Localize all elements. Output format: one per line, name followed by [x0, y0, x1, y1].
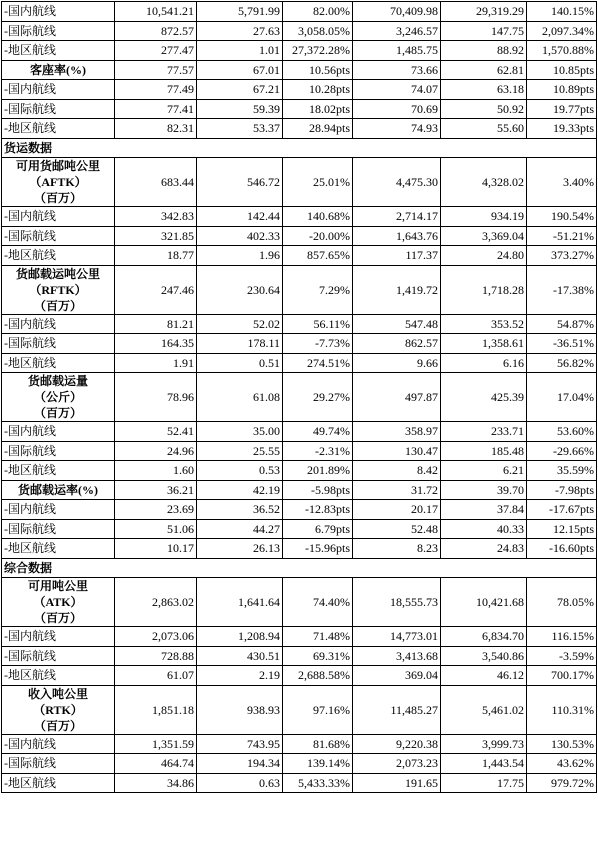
value-cell-c4: 70.69 [353, 99, 441, 119]
value-cell-c3: 7.29% [283, 265, 353, 314]
value-cell-c2: 743.95 [197, 734, 283, 754]
route-label: -地区航线 [2, 119, 115, 139]
value-cell-c4: 3,413.68 [353, 646, 441, 666]
value-cell-c2: 26.13 [197, 539, 283, 559]
value-cell-c6: 43.62% [527, 754, 597, 774]
value-cell-c5: 5,461.02 [441, 685, 527, 734]
route-label: -地区航线 [2, 773, 115, 793]
value-cell-c1: 77.49 [115, 80, 197, 100]
value-cell-c3: 6.79pts [283, 519, 353, 539]
value-cell-c5: 4,328.02 [441, 158, 527, 207]
value-cell-c1: 277.47 [115, 41, 197, 61]
metric-label-line: （公斤） [33, 390, 82, 404]
value-cell-c2: 67.01 [197, 60, 283, 80]
value-cell-c3: -5.98pts [283, 480, 353, 500]
value-cell-c1: 2,863.02 [115, 578, 197, 627]
value-cell-c1: 52.41 [115, 422, 197, 442]
metric-label-line: （百万） [33, 611, 82, 625]
value-cell-c5: 233.71 [441, 422, 527, 442]
value-cell-c4: 11,485.27 [353, 685, 441, 734]
value-cell-c4: 2,714.17 [353, 207, 441, 227]
value-cell-c3: 25.01% [283, 158, 353, 207]
value-cell-c6: 140.15% [527, 2, 597, 22]
metric-label-line: （RTK） [33, 702, 83, 717]
route-row [2, 334, 597, 354]
value-cell-c3: -15.96pts [283, 539, 353, 559]
route-label: -国际航线 [2, 441, 115, 461]
route-label: -国际航线 [2, 226, 115, 246]
route-label: -国内航线 [2, 734, 115, 754]
route-label: -国内航线 [2, 207, 115, 227]
value-cell-c5: 62.81 [441, 60, 527, 80]
value-cell-c3: 49.74% [283, 422, 353, 442]
value-cell-c2: 1,208.94 [197, 627, 283, 647]
metric-label-line: 货邮载运吨公里 [15, 266, 100, 281]
value-cell-c1: 728.88 [115, 646, 197, 666]
value-cell-c1: 34.86 [115, 773, 197, 793]
route-row [2, 500, 597, 520]
value-cell-c2: 35.00 [197, 422, 283, 442]
section-header-row [2, 558, 597, 578]
value-cell-c3: 71.48% [283, 627, 353, 647]
value-cell-c5: 37.84 [441, 500, 527, 520]
metric-label-line: 可用货邮吨公里 [15, 159, 100, 173]
value-cell-c6: -17.67pts [527, 500, 597, 520]
value-cell-c1: 78.96 [115, 373, 197, 422]
value-cell-c6: 116.15% [527, 627, 597, 647]
section-title: 货运数据 [2, 138, 597, 158]
route-row [2, 21, 597, 41]
metric-label-line: （百万） [33, 406, 82, 420]
value-cell-c5: 934.19 [441, 207, 527, 227]
route-label: -国内航线 [2, 314, 115, 334]
value-cell-c1: 321.85 [115, 226, 197, 246]
value-cell-c4: 8.23 [353, 539, 441, 559]
metric-row [2, 480, 597, 500]
route-row [2, 119, 597, 139]
metric-label-line: （百万） [33, 191, 82, 205]
value-cell-c6: 12.15pts [527, 519, 597, 539]
value-cell-c5: 63.18 [441, 80, 527, 100]
route-row [2, 314, 597, 334]
value-cell-c2: 61.08 [197, 373, 283, 422]
metric-label [2, 158, 115, 207]
value-cell-c1: 342.83 [115, 207, 197, 227]
value-cell-c2: 230.64 [197, 265, 283, 314]
route-row [2, 422, 597, 442]
value-cell-c3: -12.83pts [283, 500, 353, 520]
metric-label-line: （ATK） [33, 595, 83, 609]
value-cell-c3: -7.73% [283, 334, 353, 354]
route-row [2, 246, 597, 266]
value-cell-c2: 44.27 [197, 519, 283, 539]
route-row [2, 519, 597, 539]
value-cell-c1: 77.57 [115, 60, 197, 80]
value-cell-c6: -7.98pts [527, 480, 597, 500]
value-cell-c2: 53.37 [197, 119, 283, 139]
value-cell-c1: 164.35 [115, 334, 197, 354]
value-cell-c1: 464.74 [115, 754, 197, 774]
value-cell-c4: 14,773.01 [353, 627, 441, 647]
value-cell-c1: 1.91 [115, 353, 197, 373]
value-cell-c2: 142.44 [197, 207, 283, 227]
value-cell-c2: 546.72 [197, 158, 283, 207]
value-cell-c6: 373.27% [527, 246, 597, 266]
value-cell-c4: 1,643.76 [353, 226, 441, 246]
value-cell-c2: 430.51 [197, 646, 283, 666]
value-cell-c3: 201.89% [283, 461, 353, 481]
value-cell-c4: 70,409.98 [353, 2, 441, 22]
value-cell-c6: -17.38% [527, 265, 597, 314]
value-cell-c1: 81.21 [115, 314, 197, 334]
value-cell-c3: 97.16% [283, 685, 353, 734]
value-cell-c5: 17.75 [441, 773, 527, 793]
route-label: -国际航线 [2, 646, 115, 666]
value-cell-c4: 191.65 [353, 773, 441, 793]
route-row [2, 627, 597, 647]
value-cell-c4: 369.04 [353, 666, 441, 686]
value-cell-c1: 247.46 [115, 265, 197, 314]
value-cell-c4: 8.42 [353, 461, 441, 481]
value-cell-c6: 78.05% [527, 578, 597, 627]
value-cell-c4: 3,246.57 [353, 21, 441, 41]
value-cell-c2: 59.39 [197, 99, 283, 119]
route-row [2, 666, 597, 686]
value-cell-c4: 18,555.73 [353, 578, 441, 627]
value-cell-c5: 425.39 [441, 373, 527, 422]
route-row [2, 353, 597, 373]
value-cell-c2: 42.19 [197, 480, 283, 500]
value-cell-c1: 872.57 [115, 21, 197, 41]
value-cell-c3: 29.27% [283, 373, 353, 422]
value-cell-c4: 2,073.23 [353, 754, 441, 774]
value-cell-c1: 10,541.21 [115, 2, 197, 22]
value-cell-c4: 20.17 [353, 500, 441, 520]
value-cell-c4: 52.48 [353, 519, 441, 539]
value-cell-c3: 857.65% [283, 246, 353, 266]
metric-label-line: 客座率(%) [30, 62, 86, 77]
value-cell-c1: 36.21 [115, 480, 197, 500]
metric-row [2, 265, 597, 314]
metric-label [2, 685, 115, 734]
value-cell-c6: 2,097.34% [527, 21, 597, 41]
value-cell-c1: 683.44 [115, 158, 197, 207]
value-cell-c3: 18.02pts [283, 99, 353, 119]
value-cell-c3: 10.56pts [283, 60, 353, 80]
value-cell-c2: 2.19 [197, 666, 283, 686]
route-label: -国内航线 [2, 627, 115, 647]
metric-label-line: 货邮载运量 [27, 374, 88, 388]
route-label: -国内航线 [2, 2, 115, 22]
value-cell-c6: 110.31% [527, 685, 597, 734]
metric-row [2, 60, 597, 80]
route-row [2, 773, 597, 793]
value-cell-c3: 140.68% [283, 207, 353, 227]
value-cell-c6: 130.53% [527, 734, 597, 754]
value-cell-c2: 67.21 [197, 80, 283, 100]
metric-label-line: （RFTK） [29, 282, 87, 297]
value-cell-c3: -20.00% [283, 226, 353, 246]
value-cell-c6: -16.60pts [527, 539, 597, 559]
value-cell-c1: 24.96 [115, 441, 197, 461]
value-cell-c3: 69.31% [283, 646, 353, 666]
section-header-row [2, 138, 597, 158]
value-cell-c1: 10.17 [115, 539, 197, 559]
route-label: -地区航线 [2, 41, 115, 61]
section-title: 综合数据 [2, 558, 597, 578]
metric-label-line: 货邮载运率(%) [18, 482, 98, 497]
route-row [2, 539, 597, 559]
value-cell-c5: 24.83 [441, 539, 527, 559]
value-cell-c5: 50.92 [441, 99, 527, 119]
value-cell-c5: 6,834.70 [441, 627, 527, 647]
value-cell-c2: 0.51 [197, 353, 283, 373]
value-cell-c1: 1.60 [115, 461, 197, 481]
metric-label-line: （百万） [33, 298, 82, 313]
metric-label-line: （AFTK） [29, 175, 87, 189]
route-row [2, 99, 597, 119]
value-cell-c5: 55.60 [441, 119, 527, 139]
value-cell-c2: 0.63 [197, 773, 283, 793]
value-cell-c3: 74.40% [283, 578, 353, 627]
value-cell-c5: 40.33 [441, 519, 527, 539]
value-cell-c6: 3.40% [527, 158, 597, 207]
value-cell-c1: 23.69 [115, 500, 197, 520]
value-cell-c5: 185.48 [441, 441, 527, 461]
value-cell-c5: 1,718.28 [441, 265, 527, 314]
value-cell-c6: 19.33pts [527, 119, 597, 139]
value-cell-c3: 56.11% [283, 314, 353, 334]
value-cell-c4: 1,419.72 [353, 265, 441, 314]
metric-row [2, 373, 597, 422]
value-cell-c5: 39.70 [441, 480, 527, 500]
value-cell-c3: 27,372.28% [283, 41, 353, 61]
value-cell-c6: -29.66% [527, 441, 597, 461]
value-cell-c2: 52.02 [197, 314, 283, 334]
value-cell-c6: 19.77pts [527, 99, 597, 119]
value-cell-c1: 18.77 [115, 246, 197, 266]
metric-label-line: 可用吨公里 [27, 579, 88, 593]
value-cell-c4: 73.66 [353, 60, 441, 80]
route-label: -地区航线 [2, 353, 115, 373]
value-cell-c3: 28.94pts [283, 119, 353, 139]
value-cell-c5: 147.75 [441, 21, 527, 41]
metric-label-line: （百万） [33, 718, 82, 733]
value-cell-c6: 53.60% [527, 422, 597, 442]
value-cell-c4: 31.72 [353, 480, 441, 500]
value-cell-c2: 178.11 [197, 334, 283, 354]
value-cell-c4: 117.37 [353, 246, 441, 266]
route-row [2, 734, 597, 754]
value-cell-c4: 9.66 [353, 353, 441, 373]
value-cell-c4: 862.57 [353, 334, 441, 354]
value-cell-c5: 29,319.29 [441, 2, 527, 22]
metric-row [2, 578, 597, 627]
value-cell-c5: 6.16 [441, 353, 527, 373]
table-body [2, 2, 597, 793]
value-cell-c5: 1,358.61 [441, 334, 527, 354]
value-cell-c4: 9,220.38 [353, 734, 441, 754]
value-cell-c6: 35.59% [527, 461, 597, 481]
value-cell-c2: 36.52 [197, 500, 283, 520]
metric-row [2, 158, 597, 207]
value-cell-c3: 5,433.33% [283, 773, 353, 793]
metric-label [2, 480, 115, 500]
value-cell-c5: 24.80 [441, 246, 527, 266]
value-cell-c3: 274.51% [283, 353, 353, 373]
route-label: -地区航线 [2, 666, 115, 686]
value-cell-c6: -36.51% [527, 334, 597, 354]
metric-label [2, 373, 115, 422]
route-label: -国际航线 [2, 519, 115, 539]
metric-label [2, 578, 115, 627]
value-cell-c6: 979.72% [527, 773, 597, 793]
value-cell-c5: 88.92 [441, 41, 527, 61]
value-cell-c3: 139.14% [283, 754, 353, 774]
route-label: -国内航线 [2, 500, 115, 520]
route-row [2, 461, 597, 481]
value-cell-c1: 82.31 [115, 119, 197, 139]
value-cell-c6: -3.59% [527, 646, 597, 666]
route-label: -地区航线 [2, 246, 115, 266]
route-row [2, 226, 597, 246]
value-cell-c5: 3,540.86 [441, 646, 527, 666]
metric-label [2, 60, 115, 80]
route-row [2, 41, 597, 61]
value-cell-c6: 1,570.88% [527, 41, 597, 61]
value-cell-c1: 1,351.59 [115, 734, 197, 754]
value-cell-c6: 56.82% [527, 353, 597, 373]
value-cell-c1: 61.07 [115, 666, 197, 686]
value-cell-c3: 10.28pts [283, 80, 353, 100]
value-cell-c5: 46.12 [441, 666, 527, 686]
value-cell-c4: 547.48 [353, 314, 441, 334]
route-label: -国际航线 [2, 334, 115, 354]
value-cell-c6: 54.87% [527, 314, 597, 334]
route-label: -地区航线 [2, 461, 115, 481]
metric-label-line: 收入吨公里 [27, 686, 88, 701]
route-row [2, 646, 597, 666]
route-row [2, 441, 597, 461]
route-label: -国际航线 [2, 99, 115, 119]
value-cell-c2: 27.63 [197, 21, 283, 41]
value-cell-c5: 10,421.68 [441, 578, 527, 627]
value-cell-c3: 2,688.58% [283, 666, 353, 686]
value-cell-c2: 1.01 [197, 41, 283, 61]
operating-data-table [1, 1, 597, 793]
route-label: -国内航线 [2, 80, 115, 100]
value-cell-c6: 190.54% [527, 207, 597, 227]
value-cell-c5: 6.21 [441, 461, 527, 481]
value-cell-c2: 5,791.99 [197, 2, 283, 22]
value-cell-c3: -2.31% [283, 441, 353, 461]
metric-row [2, 685, 597, 734]
value-cell-c5: 353.52 [441, 314, 527, 334]
value-cell-c2: 402.33 [197, 226, 283, 246]
value-cell-c4: 74.07 [353, 80, 441, 100]
value-cell-c1: 51.06 [115, 519, 197, 539]
route-row [2, 2, 597, 22]
value-cell-c5: 3,999.73 [441, 734, 527, 754]
value-cell-c1: 1,851.18 [115, 685, 197, 734]
value-cell-c1: 77.41 [115, 99, 197, 119]
value-cell-c6: 17.04% [527, 373, 597, 422]
value-cell-c5: 1,443.54 [441, 754, 527, 774]
value-cell-c1: 2,073.06 [115, 627, 197, 647]
value-cell-c5: 3,369.04 [441, 226, 527, 246]
route-row [2, 754, 597, 774]
route-row [2, 80, 597, 100]
value-cell-c4: 74.93 [353, 119, 441, 139]
value-cell-c4: 358.97 [353, 422, 441, 442]
value-cell-c6: 10.85pts [527, 60, 597, 80]
value-cell-c6: 10.89pts [527, 80, 597, 100]
value-cell-c2: 938.93 [197, 685, 283, 734]
value-cell-c4: 130.47 [353, 441, 441, 461]
route-label: -国际航线 [2, 754, 115, 774]
value-cell-c4: 497.87 [353, 373, 441, 422]
value-cell-c2: 0.53 [197, 461, 283, 481]
value-cell-c2: 1,641.64 [197, 578, 283, 627]
route-label: -国际航线 [2, 21, 115, 41]
value-cell-c3: 3,058.05% [283, 21, 353, 41]
value-cell-c4: 1,485.75 [353, 41, 441, 61]
value-cell-c6: 700.17% [527, 666, 597, 686]
value-cell-c3: 82.00% [283, 2, 353, 22]
value-cell-c3: 81.68% [283, 734, 353, 754]
route-label: -地区航线 [2, 539, 115, 559]
value-cell-c4: 4,475.30 [353, 158, 441, 207]
metric-label [2, 265, 115, 314]
route-row [2, 207, 597, 227]
value-cell-c6: -51.21% [527, 226, 597, 246]
value-cell-c2: 25.55 [197, 441, 283, 461]
value-cell-c2: 1.96 [197, 246, 283, 266]
value-cell-c2: 194.34 [197, 754, 283, 774]
route-label: -国内航线 [2, 422, 115, 442]
